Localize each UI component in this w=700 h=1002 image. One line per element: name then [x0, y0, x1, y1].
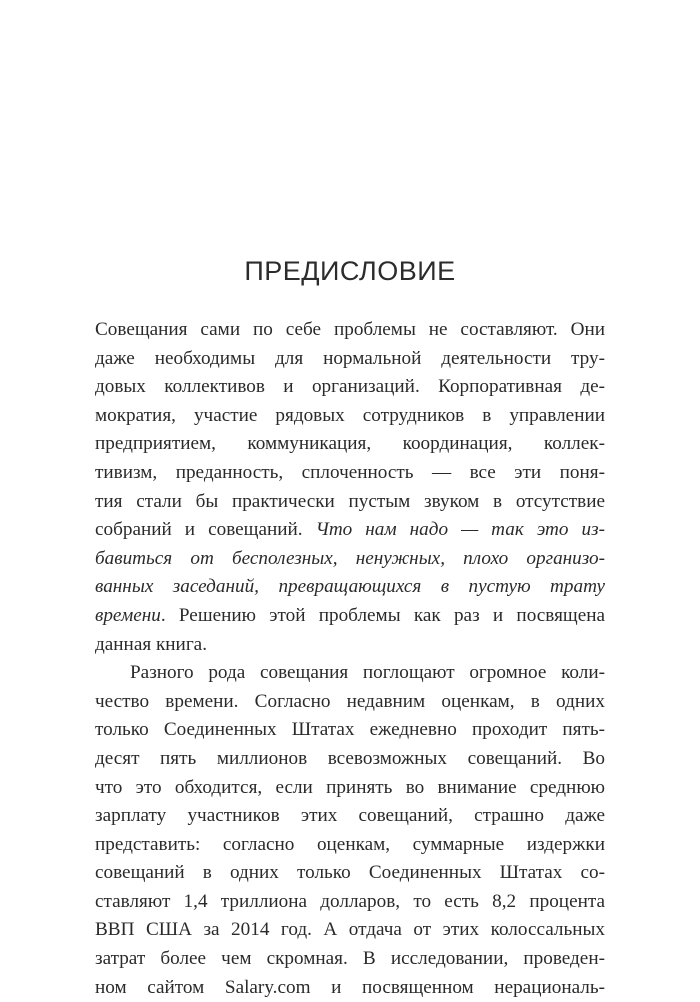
text-segment: ном сайтом Salary.com и посвященном нерациональ-: [95, 976, 605, 998]
text-segment: довых коллективов и организаций. Корпоративная де-: [95, 376, 605, 398]
text-line: [95, 831, 605, 860]
text-segment: ВВП США за 2014 год. А отдача от этих колоссальных: [95, 919, 605, 941]
text-line: [95, 316, 605, 345]
text-segment: даже необходимы для нормальной деятельности тру-: [95, 347, 605, 369]
text-line: [95, 373, 605, 402]
text-line: [95, 974, 605, 1002]
text-segment: десят пять миллионов всевозможных совещаний. Во: [95, 747, 605, 769]
text-line: [95, 659, 605, 688]
italic-text-segment: бавиться от бесполезных, ненужных, плохо организо-: [95, 547, 605, 569]
text-line: [95, 573, 605, 602]
text-segment: совещаний в одних только Соединенных Штатах со-: [95, 862, 605, 884]
italic-text-segment: Что нам надо — так это из-: [315, 519, 605, 541]
italic-text-segment: времени: [95, 604, 161, 626]
text-segment: затрат более чем скромная. В исследовании, проведен-: [95, 948, 605, 970]
text-segment: мократия, участие рядовых сотрудников в управлении: [95, 404, 605, 426]
chapter-title: ПРЕДИСЛОВИЕ: [244, 256, 456, 286]
text-line: [95, 688, 605, 717]
text-segment: предприятием, коммуникация, координация, коллек-: [95, 433, 605, 455]
text-line: [95, 802, 605, 831]
body-text: [95, 316, 605, 1002]
text-segment: тивизм, преданность, сплоченность — все эти поня-: [95, 461, 605, 483]
text-line: [95, 716, 605, 745]
text-segment: Разного рода совещания поглощают огромное коли-: [130, 662, 605, 684]
text-segment: что это обходится, если принять во внимание среднюю: [95, 776, 605, 798]
text-line: [95, 745, 605, 774]
text-segment: собраний и совещаний.: [95, 519, 316, 541]
text-line: [95, 459, 605, 488]
text-segment: представить: согласно оценкам, суммарные издержки: [95, 833, 605, 855]
text-line: [95, 774, 605, 803]
text-segment: ставляют 1,4 триллиона долларов, то есть 8,2 процента: [95, 890, 605, 912]
text-line: [95, 430, 605, 459]
text-segment: тия стали бы практически пустым звуком в отсутствие: [95, 490, 605, 512]
text-segment: зарплату участников этих совещаний, страшно даже: [95, 805, 605, 827]
text-line: [95, 888, 605, 917]
text-line: [95, 516, 605, 545]
italic-text-segment: ванных заседаний, превращающихся в пустую трату: [95, 576, 605, 598]
text-line: [95, 602, 605, 631]
text-line: [95, 859, 605, 888]
text-line: [95, 402, 605, 431]
text-line: [95, 345, 605, 374]
text-segment: чество времени. Согласно недавним оценкам, в одних: [95, 690, 605, 712]
text-segment: . Решению этой проблемы как раз и посвящена: [160, 604, 605, 626]
text-line: [95, 488, 605, 517]
text-line: [95, 631, 605, 660]
text-line: [95, 545, 605, 574]
text-segment: Совещания сами по себе проблемы не составляют. Они: [95, 319, 605, 340]
text-line: [95, 916, 605, 945]
text-segment: данная книга.: [95, 633, 207, 655]
text-segment: только Соединенных Штатах ежедневно проходит пять-: [95, 719, 605, 741]
text-line: [95, 945, 605, 974]
